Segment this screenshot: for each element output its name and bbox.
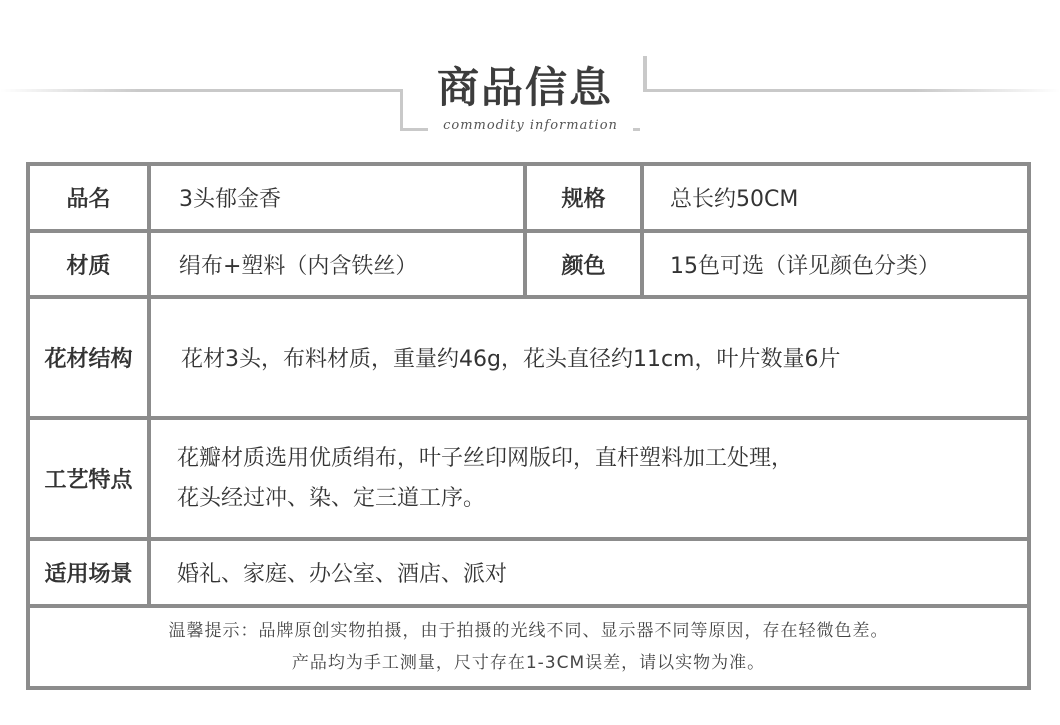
craft-line-1: 花瓣材质选用优质绢布，叶子丝印网版印，直杆塑料加工处理， — [177, 445, 794, 471]
page-title: 商品信息 — [436, 63, 613, 112]
label-name: 品名 — [30, 166, 147, 229]
value-name: 3头郁金香 — [151, 166, 523, 229]
craft-line-2: 花头经过冲、染、定三道工序。 — [177, 485, 486, 511]
label-craft: 工艺特点 — [30, 420, 147, 537]
header-rule-right — [646, 89, 1060, 92]
label-scenes: 适用场景 — [30, 541, 147, 604]
value-craft — [151, 420, 1027, 537]
label-material: 材质 — [30, 233, 147, 295]
notice-box — [30, 608, 1027, 686]
notice-line-2: 产品均为手工测量，尺寸存在1-3CM误差，请以实物为准。 — [291, 653, 766, 673]
value-structure: 花材3头，布料材质，重量约46g，花头直径约11cm，叶片数量6片 — [151, 299, 1027, 416]
page-subtitle: commodity information — [428, 115, 633, 137]
value-color: 15色可选（详见颜色分类） — [644, 233, 1027, 295]
notice-line-1: 温馨提示：品牌原创实物拍摄，由于拍摄的光线不同、显示器不同等原因，存在轻微色差。 — [168, 621, 889, 641]
value-scenes: 婚礼、家庭、办公室、酒店、派对 — [151, 541, 1027, 604]
label-color: 颜色 — [527, 233, 640, 295]
value-spec: 总长约50CM — [644, 166, 1027, 229]
label-spec: 规格 — [527, 166, 640, 229]
product-info-table — [26, 162, 1031, 690]
header-rule-left — [0, 89, 403, 92]
value-material: 绢布+塑料（内含铁丝） — [151, 233, 523, 295]
label-structure: 花材结构 — [30, 299, 147, 416]
